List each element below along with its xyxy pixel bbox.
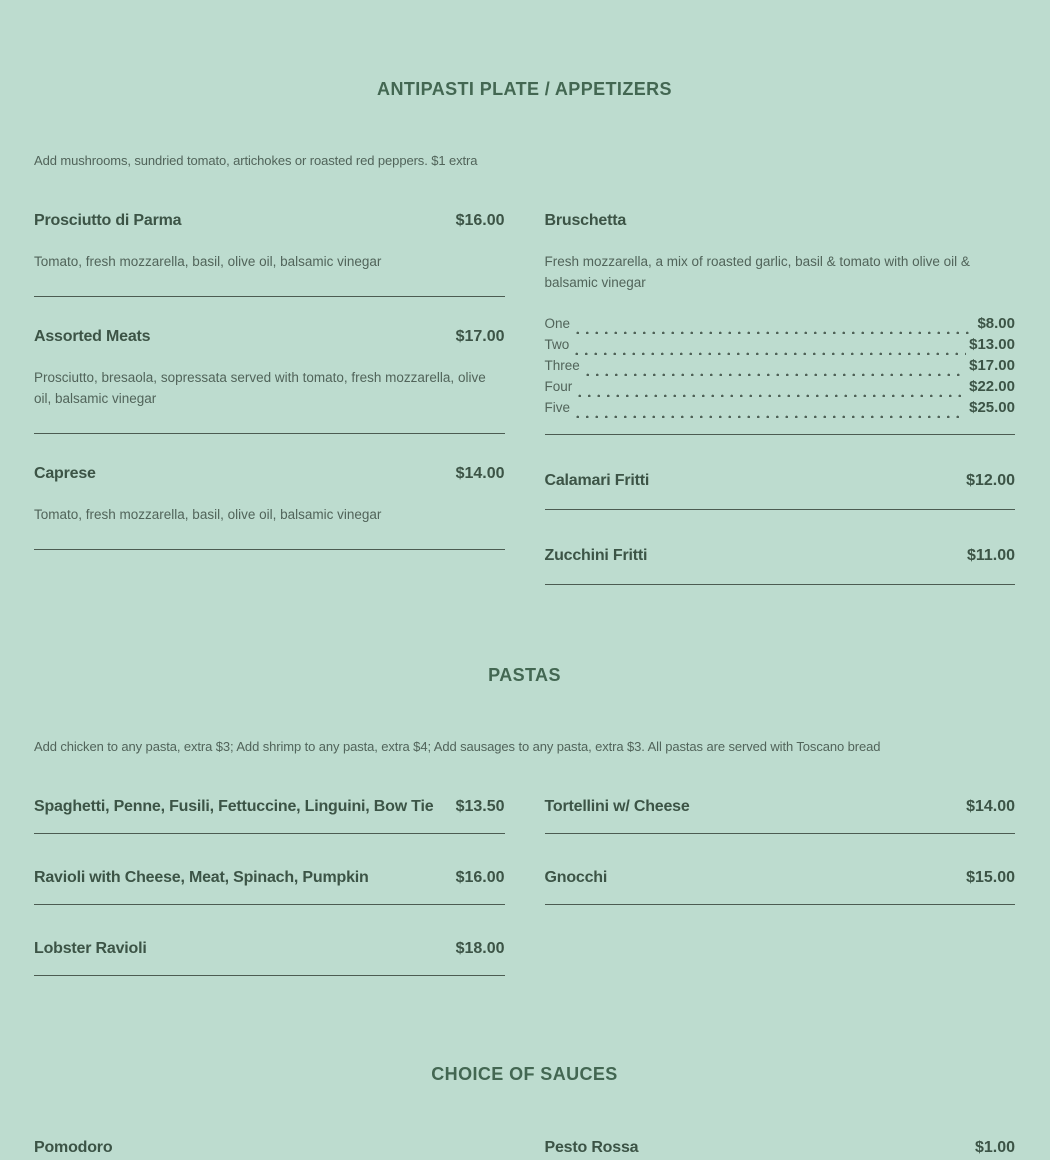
option-price: $8.00 — [977, 315, 1015, 332]
item-name: Gnocchi — [544, 869, 608, 886]
item-price: $1.00 — [974, 1139, 1015, 1156]
item-head — [545, 469, 1016, 493]
item-head — [545, 1136, 1016, 1160]
option-price: $17.00 — [969, 357, 1015, 374]
menu-item-pesto-rossa — [545, 1136, 1016, 1160]
option-label: Five — [544, 400, 571, 415]
item-name: Calamari Fritti — [544, 472, 650, 489]
option-row-three — [545, 355, 1016, 376]
item-head — [34, 1136, 505, 1160]
item-name: Caprese — [34, 465, 96, 482]
option-row-one — [545, 313, 1016, 334]
item-name: Ravioli with Cheese, Meat, Spinach, Pumpkin — [34, 869, 369, 886]
option-price: $22.00 — [969, 378, 1015, 395]
item-head — [34, 209, 505, 233]
item-name: Pomodoro — [34, 1139, 113, 1156]
antipasti-right-column — [545, 209, 1016, 585]
option-label: Four — [544, 379, 573, 394]
dot-leader — [575, 383, 966, 397]
divider — [34, 296, 505, 297]
option-label: Three — [544, 358, 580, 373]
item-name: Assorted Meats — [34, 328, 151, 345]
option-price: $13.00 — [969, 336, 1015, 353]
item-name: Spaghetti, Penne, Fusili, Fettuccine, Linguini, Bow Tie — [34, 798, 434, 815]
item-head — [34, 795, 505, 819]
item-head — [545, 544, 1016, 568]
item-description: Fresh mozzarella, a mix of roasted garlic, basil & tomato with olive oil & balsamic vinegar — [544, 254, 970, 290]
option-row-two — [545, 334, 1016, 355]
item-head — [34, 462, 505, 486]
item-description: Prosciutto, bresaola, sopressata served with tomato, fresh mozzarella, olive oil, balsamic vinegar — [34, 370, 486, 406]
divider — [545, 584, 1016, 585]
item-price: $15.00 — [966, 869, 1015, 886]
menu-item-zucchini-fritti — [545, 544, 1016, 585]
antipasti-left-column — [34, 209, 505, 550]
divider — [545, 904, 1016, 905]
menu-item-assorted-meats — [34, 325, 505, 434]
item-head — [34, 325, 505, 349]
item-name: Pesto Rossa — [544, 1139, 639, 1156]
section-heading-sauces: CHOICE OF SAUCES — [431, 1064, 618, 1084]
item-description: Tomato, fresh mozzarella, basil, olive oil, balsamic vinegar — [34, 254, 382, 269]
item-price: $14.00 — [966, 798, 1015, 815]
item-name: Tortellini w/ Cheese — [544, 798, 690, 815]
menu-item-tortellini — [545, 795, 1016, 834]
item-price: $11.00 — [966, 547, 1015, 564]
pastas-right-column — [545, 795, 1016, 905]
section-heading-antipasti: ANTIPASTI PLATE / APPETIZERS — [377, 79, 672, 99]
menu-item-caprese — [34, 462, 505, 550]
bruschetta-options — [545, 313, 1016, 418]
item-price: $16.00 — [455, 212, 505, 229]
dot-leader — [572, 341, 966, 355]
item-description: Tomato, fresh mozzarella, basil, olive oil, balsamic vinegar — [34, 507, 382, 522]
divider — [545, 509, 1016, 510]
item-head — [545, 795, 1016, 819]
item-head — [34, 937, 505, 961]
item-head — [545, 209, 1016, 233]
option-label: Two — [544, 337, 570, 352]
section-heading-pastas: PASTAS — [488, 665, 561, 685]
item-name: Prosciutto di Parma — [34, 212, 182, 229]
menu-item-ravioli — [34, 866, 505, 905]
antipasti-grid — [34, 209, 1015, 585]
pastas-left-column — [34, 795, 505, 976]
item-head — [34, 866, 505, 890]
option-row-four — [545, 376, 1016, 397]
divider — [545, 434, 1016, 435]
item-price: $17.00 — [455, 328, 505, 345]
item-price: $14.00 — [455, 465, 505, 482]
item-price: $13.50 — [455, 798, 505, 815]
menu-item-prosciutto — [34, 209, 505, 297]
item-price: $12.00 — [966, 472, 1015, 489]
option-price: $25.00 — [969, 399, 1015, 416]
item-head — [545, 866, 1016, 890]
option-label: One — [544, 316, 571, 331]
item-name: Zucchini Fritti — [544, 547, 648, 564]
sauces-right-column — [545, 1136, 1016, 1160]
menu-item-bruschetta — [545, 209, 1016, 435]
item-price: $16.00 — [455, 869, 505, 886]
divider — [34, 549, 505, 550]
pastas-grid — [34, 795, 1015, 976]
section-note-pastas: Add chicken to any pasta, extra $3; Add shrimp to any pasta, extra $4; Add sausages to any pasta, extra $3. All pastas are served with Toscano bread — [34, 739, 881, 754]
divider — [34, 833, 505, 834]
sauces-grid — [34, 1136, 1015, 1160]
divider — [34, 975, 505, 976]
item-name: Lobster Ravioli — [34, 940, 147, 957]
item-price: $18.00 — [455, 940, 505, 957]
option-row-five — [545, 397, 1016, 418]
dot-leader — [573, 320, 974, 334]
dot-leader — [583, 362, 966, 376]
item-name: Bruschetta — [544, 212, 627, 229]
divider — [34, 904, 505, 905]
menu-item-pomodoro — [34, 1136, 505, 1160]
divider — [545, 833, 1016, 834]
menu-item-lobster-ravioli — [34, 937, 505, 976]
menu-item-calamari-fritti — [545, 469, 1016, 510]
menu-item-gnocchi — [545, 866, 1016, 905]
section-note-antipasti: Add mushrooms, sundried tomato, artichokes or roasted red peppers. $1 extra — [34, 153, 478, 168]
divider — [34, 433, 505, 434]
dot-leader — [573, 404, 966, 418]
sauces-left-column — [34, 1136, 505, 1160]
menu-item-spaghetti — [34, 795, 505, 834]
